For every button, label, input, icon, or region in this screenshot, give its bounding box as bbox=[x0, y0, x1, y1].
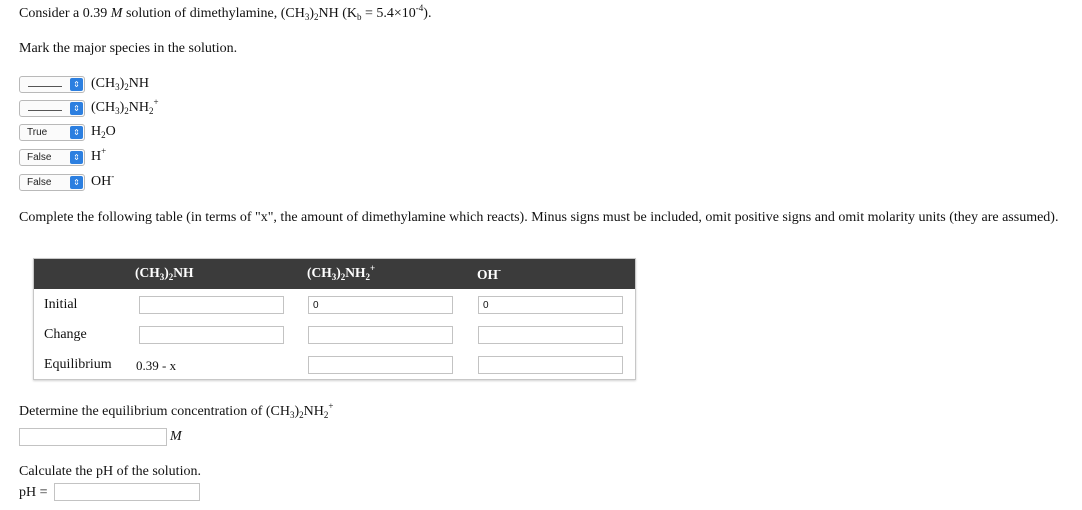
species-select-dimethylamine[interactable] bbox=[19, 76, 85, 93]
species-label-dimethylamine: $(CH_3)_2NH$ bbox=[91, 76, 150, 92]
blank-selection bbox=[28, 110, 62, 111]
row-label-change: Change bbox=[44, 327, 87, 342]
selected-value: False bbox=[27, 177, 52, 188]
row-label-equilibrium: Equilibrium bbox=[44, 357, 112, 372]
equilibrium-hydroxide-input[interactable] bbox=[478, 356, 623, 374]
change-dimethylamine-input[interactable] bbox=[139, 326, 284, 344]
equilibrium-dimethylamine-value: 0.39 - x bbox=[136, 358, 177, 373]
species-select-hydroxide[interactable] bbox=[19, 174, 85, 191]
updown-arrow-icon: ⇕ bbox=[70, 151, 83, 164]
species-label-hydroxide: OH- bbox=[91, 171, 115, 189]
change-dimethylammonium-input[interactable] bbox=[308, 326, 453, 344]
ice-table bbox=[33, 258, 636, 380]
eq-conc-input[interactable] bbox=[19, 428, 167, 446]
change-hydroxide-input[interactable] bbox=[478, 326, 623, 344]
equilibrium-dimethylammonium-input[interactable] bbox=[308, 356, 453, 374]
species-label-hydrogen-ion: H+ bbox=[91, 146, 107, 164]
col-header-dimethylammonium: $(CH_3)_2NH_2^+$ bbox=[307, 263, 376, 282]
ph-input[interactable] bbox=[54, 483, 200, 501]
updown-arrow-icon: ⇕ bbox=[70, 176, 83, 189]
problem-statement: Consider a 0.39 M solution of dimethylamine, $(CH_3)_2NH$ $(K_b = 5.4\times 10^{-4})$. bbox=[19, 3, 432, 22]
selected-value: False bbox=[27, 152, 52, 163]
eq-conc-prompt: Determine the equilibrium concentration of $(CH_3)_2NH_2^+$ bbox=[19, 401, 334, 420]
initial-dimethylamine-input[interactable] bbox=[139, 296, 284, 314]
species-select-hydrogen-ion[interactable] bbox=[19, 149, 85, 166]
blank-selection bbox=[28, 86, 62, 87]
molarity-unit: M bbox=[170, 429, 182, 444]
selected-value: True bbox=[27, 127, 48, 138]
species-prompt: Mark the major species in the solution. bbox=[19, 41, 238, 56]
species-select-water[interactable] bbox=[19, 124, 85, 141]
species-select-dimethylammonium[interactable] bbox=[19, 100, 85, 117]
row-label-initial: Initial bbox=[44, 297, 78, 312]
updown-arrow-icon: ⇕ bbox=[70, 102, 83, 115]
species-label-water: $H_2O$ bbox=[91, 124, 116, 140]
col-header-hydroxide: OH- bbox=[477, 265, 502, 282]
col-header-dimethylamine: $(CH_3)_2NH$ bbox=[135, 265, 194, 282]
initial-dimethylammonium-input[interactable]: 0 bbox=[308, 296, 453, 314]
table-instructions: Complete the following table (in terms of "x", the amount of dimethylamine which reacts). Minus signs must be included, omit positive signs and omit molarity units (they are assumed). bbox=[19, 210, 1059, 225]
updown-arrow-icon: ⇕ bbox=[70, 78, 83, 91]
updown-arrow-icon: ⇕ bbox=[70, 126, 83, 139]
ph-prompt: Calculate the pH of the solution. bbox=[19, 464, 201, 479]
table-header bbox=[34, 259, 635, 289]
ph-label: pH = bbox=[19, 485, 48, 500]
initial-hydroxide-input[interactable]: 0 bbox=[478, 296, 623, 314]
species-label-dimethylammonium: $(CH_3)_2NH_2^+$ bbox=[91, 97, 159, 116]
